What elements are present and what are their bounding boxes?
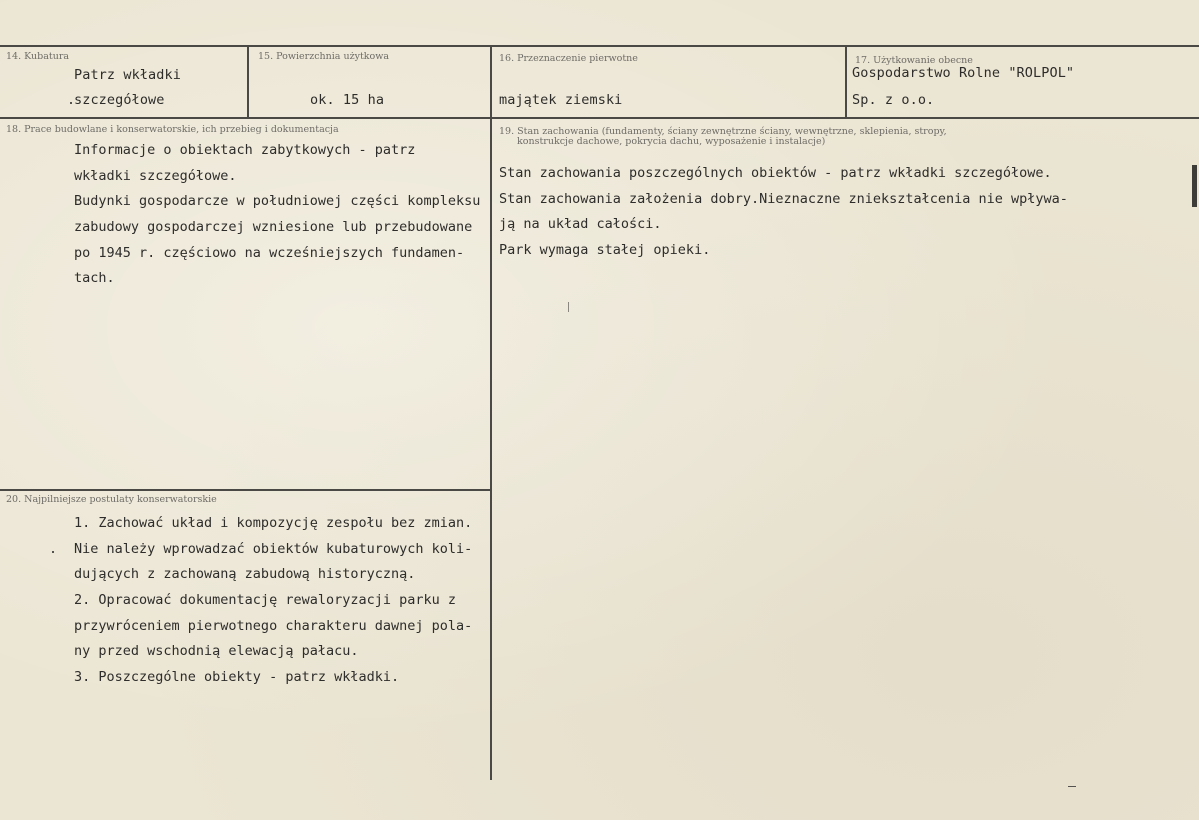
field-15-value: ok. 15 ha: [310, 92, 385, 108]
field-18-line: Informacje o obiektach zabytkowych - patrz: [74, 142, 416, 158]
top-rule: [0, 45, 1199, 47]
field-18-line: wkładki szczegółowe.: [74, 167, 237, 184]
field-17-label: 17. Użytkowanie obecne: [855, 55, 973, 66]
field-14-value-line1: Patrz wkładki: [74, 67, 181, 83]
field-18-line: tach.: [74, 270, 115, 287]
field-19-label-line2: konstrukcje dachowe, pokrycia dachu, wyposażenie i instalacje): [517, 136, 826, 147]
field-20-line: dujących z zachowaną zabudową historyczną.: [74, 566, 416, 583]
divider-16-17: [845, 45, 847, 117]
field-16-label: 16. Przeznaczenie pierwotne: [499, 53, 638, 64]
field-20-line: 3. Poszczególne obiekty - patrz wkładki.: [74, 669, 400, 686]
field-19-line: Stan zachowania założenia dobry.Nieznaczne zniekształcenia nie wpływa-: [499, 190, 1068, 207]
row1-bottom-rule: [0, 117, 1199, 119]
stray-dash: [1068, 786, 1076, 787]
field-20-label: 20. Najpilniejsze postulaty konserwatorskie: [6, 494, 217, 505]
divider-15-16: [490, 45, 492, 780]
field-18-line: zabudowy gospodarczej wzniesione lub przebudowane: [74, 219, 473, 236]
field-16-value: majątek ziemski: [499, 92, 623, 108]
row2-bottom-rule: [0, 489, 490, 491]
field-20-line: Nie należy wprowadzać obiektów kubaturowych koli-: [74, 540, 473, 557]
field-14-value-line2: szczegółowe: [74, 92, 165, 108]
field-15-label: 15. Powierzchnia użytkowa: [258, 51, 390, 62]
field-18-text: [74, 138, 480, 292]
field-19-label-line1: 19. Stan zachowania (fundamenty, ściany zewnętrzne ściany, wewnętrzne, sklepienia, stropy,: [499, 126, 947, 137]
edge-mark: [1192, 165, 1197, 207]
field-20-line: ny przed wschodnią elewacją pałacu.: [74, 643, 359, 660]
field-20-line: przywróceniem pierwotnego charakteru dawnej pola-: [74, 617, 473, 634]
stray-dot: [70, 102, 72, 104]
stray-dot: [52, 551, 54, 553]
field-18-label: 18. Prace budowlane i konserwatorskie, ich przebieg i dokumentacja: [6, 124, 339, 135]
field-20-line: 2. Opracować dokumentację rewaloryzacji parku z: [74, 592, 457, 609]
field-20-line: 1. Zachować układ i kompozycję zespołu bez zmian.: [74, 515, 473, 531]
field-19-line: ją na układ całości.: [499, 216, 662, 233]
divider-14-15: [247, 45, 249, 117]
field-17-value-line2: Sp. z o.o.: [852, 92, 935, 108]
field-17-value-line1: Gospodarstwo Rolne "ROLPOL": [852, 65, 1075, 81]
field-14-label: 14. Kubatura: [6, 51, 70, 62]
field-18-line: Budynki gospodarcze w południowej części kompleksu: [74, 193, 481, 210]
field-19-line: Stan zachowania poszczególnych obiektów - patrz wkładki szczegółowe.: [499, 165, 1052, 181]
field-19-line: Park wymaga stałej opieki.: [499, 242, 711, 259]
stray-tick: [568, 302, 569, 312]
field-20-text: [74, 511, 472, 691]
field-19-text: [499, 161, 1068, 264]
field-18-line: po 1945 r. częściowo na wcześniejszych fundamen-: [74, 244, 465, 261]
